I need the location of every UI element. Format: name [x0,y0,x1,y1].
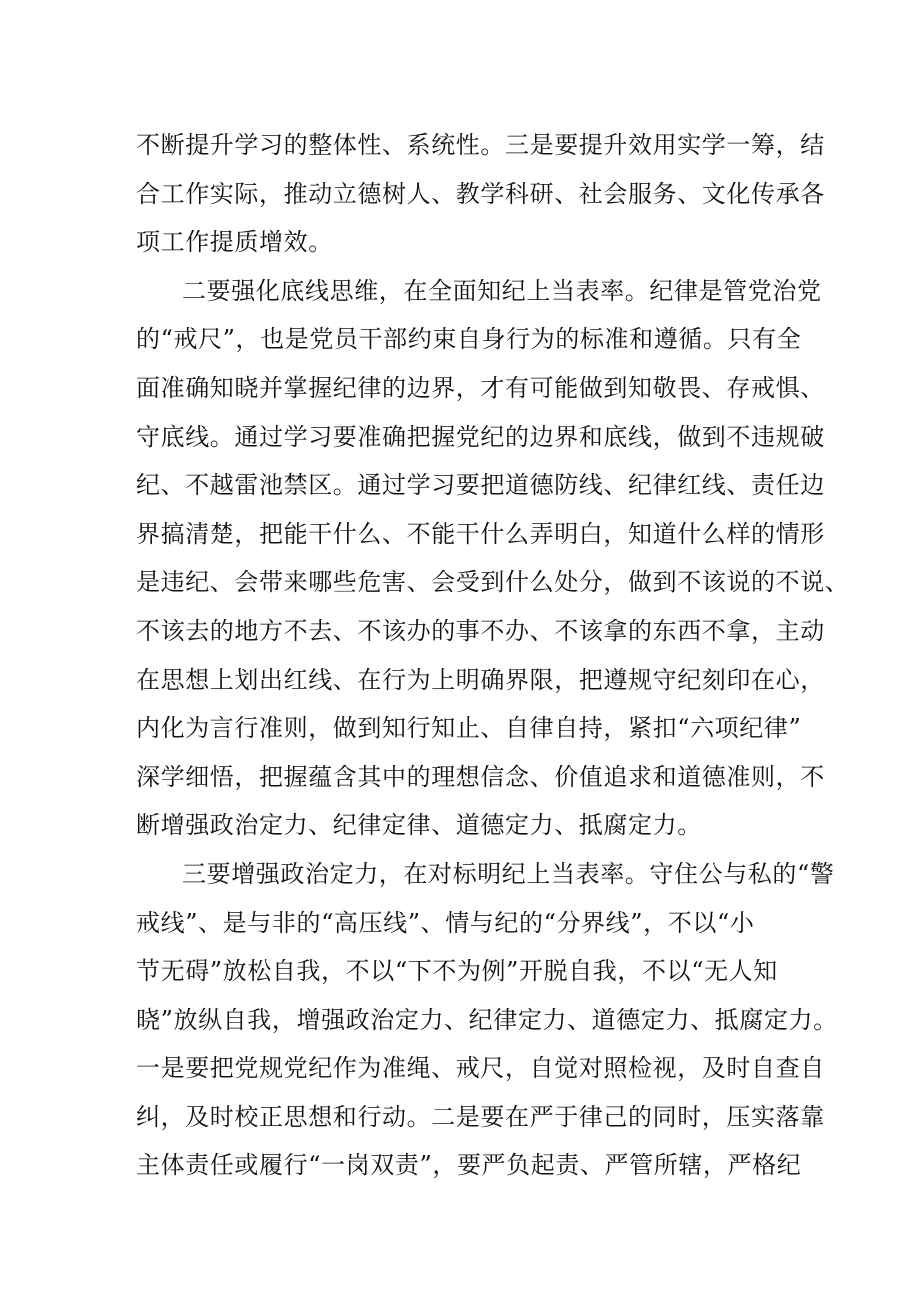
text-line: 是违纪、会带来哪些危害、会受到什么处分，做到不该说的不说、 [136,568,850,597]
text-line: 守底线。通过学习要准确把握党纪的边界和底线，做到不违规破 [136,422,825,451]
paragraph-start-line: 三要增强政治定力，在对标明纪上当表率。守住公与私的“警 [182,859,835,888]
text-line: 纠，及时校正思想和行动。二是要在严于律己的同时，压实落靠 [136,1102,825,1131]
text-line: 不断提升学习的整体性、系统性。三是要提升效用实学一筹，结 [136,131,825,159]
text-line: 的“戒尺”，也是党员干部约束自身行为的标准和遵循。只有全 [136,325,802,354]
body-text [136,121,850,1190]
paragraph-start-line: 二要强化底线思维，在全面知纪上当表率。纪律是管党治党 [182,276,822,305]
text-line: 断增强政治定力、纪律定律、道德定力、抵腐定力。 [136,811,702,840]
text-line: 合工作实际，推动立德树人、教学科研、社会服务、文化传承各 [136,179,825,208]
text-line: 在思想上划出红线、在行为上明确界限，把遵规守纪刻印在心， [136,665,825,694]
text-line: 不该去的地方不去、不该办的事不办、不该拿的东西不拿，主动 [136,616,825,645]
text-line: 一是要把党规党纪作为准绳、戒尺，自觉对照检视，及时自查自 [136,1054,825,1083]
text-line: 深学细悟，把握蕴含其中的理想信念、价值追求和道德准则，不 [136,762,825,791]
text-line: 戒线”、是与非的“高压线”、情与纪的“分界线”，不以“小 [136,908,755,937]
text-line: 面准确知晓并掌握纪律的边界，才有可能做到知敬畏、存戒惧、 [136,373,825,402]
text-line: 界搞清楚，把能干什么、不能干什么弄明白，知道什么样的情形 [136,519,825,548]
text-line: 内化为言行准则，做到知行知止、自律自持，紧扣“六项纪律” [136,714,802,743]
text-line: 主体责任或履行“一岗双责”，要严负起责、严管所辖，严格纪 [136,1151,802,1180]
text-line: 晓”放纵自我，增强政治定力、纪律定力、道德定力、抵腐定力。 [136,1005,838,1034]
text-line: 节无碍”放松自我，不以“下不为例”开脱自我，不以“无人知 [136,957,778,986]
text-line: 项工作提质增效。 [136,228,333,257]
text-line: 纪、不越雷池禁区。通过学习要把道德防线、纪律红线、责任边 [136,471,825,500]
